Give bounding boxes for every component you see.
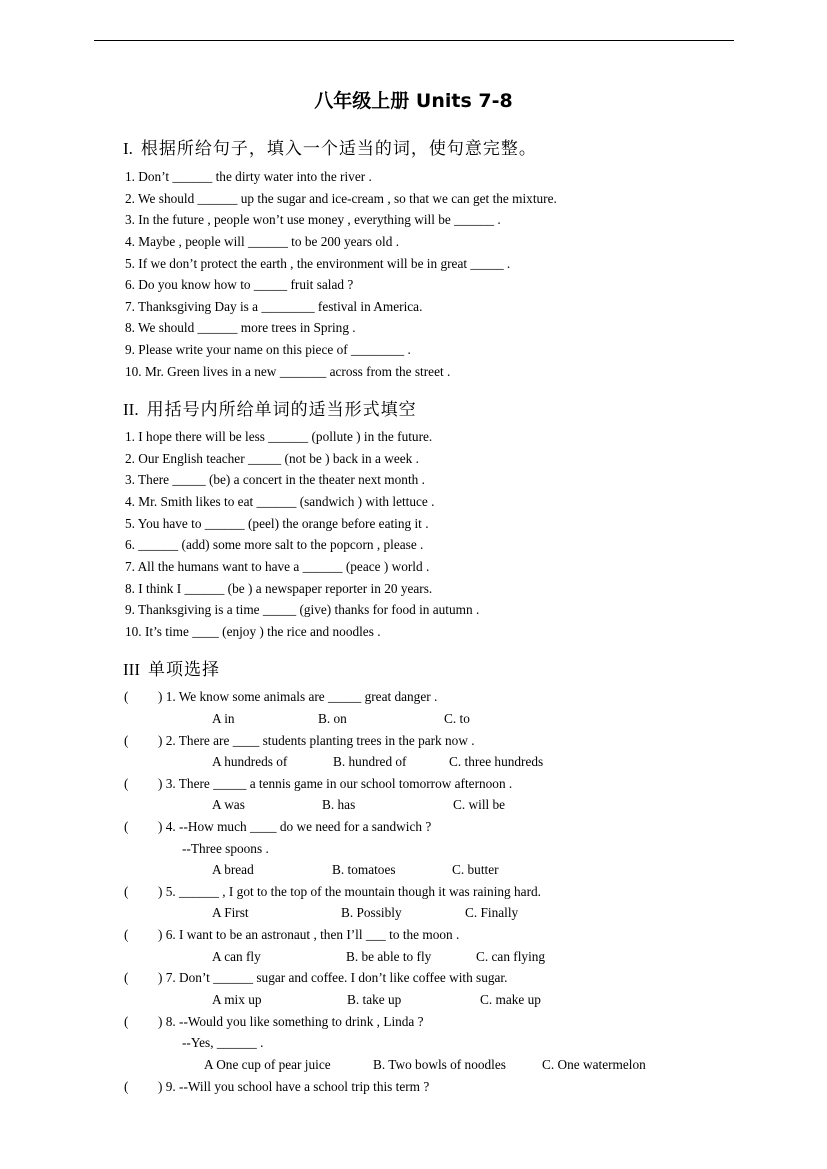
q4-option-c: C. butter <box>452 862 499 877</box>
q7-option-c: C. make up <box>480 992 541 1007</box>
section-3-number: III <box>123 660 140 679</box>
mc-question-5: ) 5. ______ , I got to the top of the mountain though it was raining hard. <box>158 884 541 899</box>
answer-blank-9: ( <box>124 1079 129 1094</box>
q6-option-c: C. can flying <box>476 949 546 964</box>
s1-item-1: 1. Don’t ______ the dirty water into the river . <box>125 169 372 184</box>
s1-item-4: 4. Maybe , people will ______ to be 200 years old . <box>125 234 400 249</box>
q4-option-b: B. tomatoes <box>332 862 396 877</box>
q6-option-a: A can fly <box>212 949 261 964</box>
s1-item-5: 5. If we don’t protect the earth , the environment will be in great _____ . <box>125 256 511 271</box>
q5-option-b: B. Possibly <box>341 905 402 920</box>
q2-option-c: C. three hundreds <box>449 754 544 769</box>
header-rule <box>94 40 734 41</box>
s2-item-10: 10. It’s time ____ (enjoy ) the rice and noodles . <box>125 624 381 639</box>
mc-question-4: ) 4. --How much ____ do we need for a sandwich ? <box>158 819 432 834</box>
section-2-number: II. <box>123 400 139 419</box>
q1-option-c: C. to <box>444 711 470 726</box>
q4-response: --Three spoons . <box>182 841 269 856</box>
mc-question-9: ) 9. --Will you school have a school trip this term ? <box>158 1079 430 1094</box>
s1-item-9: 9. Please write your name on this piece of ________ . <box>125 342 411 357</box>
section-1-heading <box>123 134 537 159</box>
section-2-heading <box>123 395 417 420</box>
section-1-title: 根据所给句子，填入一个适当的词，使句意完整。 <box>140 139 537 159</box>
s1-item-6: 6. Do you know how to _____ fruit salad ? <box>125 277 354 292</box>
q3-option-c: C. will be <box>453 797 506 812</box>
q1-option-a: A in <box>212 711 235 726</box>
answer-blank-7: ( <box>124 970 129 985</box>
mc-question-1: ) 1. We know some animals are _____ great danger . <box>158 689 438 704</box>
q7-option-a: A mix up <box>212 992 262 1007</box>
s2-item-4: 4. Mr. Smith likes to eat ______ (sandwich ) with lettuce . <box>125 494 435 509</box>
s1-item-2: 2. We should ______ up the sugar and ice-cream , so that we can get the mixture. <box>125 191 557 206</box>
answer-blank-8: ( <box>124 1014 129 1029</box>
s2-item-3: 3. There _____ (be) a concert in the theater next month . <box>125 472 425 487</box>
answer-blank-5: ( <box>124 884 129 899</box>
s2-item-1: 1. I hope there will be less ______ (pollute ) in the future. <box>125 429 433 444</box>
answer-blank-1: ( <box>124 689 129 704</box>
q7-option-b: B. take up <box>347 992 402 1007</box>
s2-item-8: 8. I think I ______ (be ) a newspaper reporter in 20 years. <box>125 581 433 596</box>
s1-item-8: 8. We should ______ more trees in Spring . <box>125 320 356 335</box>
answer-blank-2: ( <box>124 733 129 748</box>
mc-question-7: ) 7. Don’t ______ sugar and coffee. I don’t like coffee with sugar. <box>158 970 508 985</box>
s1-item-10: 10. Mr. Green lives in a new _______ across from the street . <box>125 364 451 379</box>
q2-option-a: A hundreds of <box>212 754 288 769</box>
answer-blank-3: ( <box>124 776 129 791</box>
answer-blank-6: ( <box>124 927 129 942</box>
s2-item-2: 2. Our English teacher _____ (not be ) back in a week . <box>125 451 419 466</box>
q8-option-b: B. Two bowls of noodles <box>373 1057 506 1072</box>
section-2-title: 用括号内所给单词的适当形式填空 <box>146 400 417 420</box>
page-title: 八年级上册 Units 7-8 <box>314 90 513 112</box>
answer-blank-4: ( <box>124 819 129 834</box>
q2-option-b: B. hundred of <box>333 754 407 769</box>
q6-option-b: B. be able to fly <box>346 949 432 964</box>
q8-response: --Yes, ______ . <box>182 1035 264 1050</box>
q5-option-a: A First <box>212 905 249 920</box>
q4-option-a: A bread <box>212 862 254 877</box>
q1-option-b: B. on <box>318 711 347 726</box>
section-3-title: 单项选择 <box>147 660 220 680</box>
section-3-heading <box>123 655 220 680</box>
s2-item-6: 6. ______ (add) some more salt to the popcorn , please . <box>125 537 424 552</box>
s2-item-7: 7. All the humans want to have a ______ (peace ) world . <box>125 559 430 574</box>
mc-question-3: ) 3. There _____ a tennis game in our school tomorrow afternoon . <box>158 776 513 791</box>
q8-option-c: C. One watermelon <box>542 1057 646 1072</box>
mc-question-2: ) 2. There are ____ students planting trees in the park now . <box>158 733 475 748</box>
q5-option-c: C. Finally <box>465 905 519 920</box>
q8-option-a: A One cup of pear juice <box>204 1057 331 1072</box>
section-1-number: I. <box>123 139 133 158</box>
mc-question-6: ) 6. I want to be an astronaut , then I’ll ___ to the moon . <box>158 927 460 942</box>
s2-item-9: 9. Thanksgiving is a time _____ (give) thanks for food in autumn . <box>125 602 480 617</box>
mc-question-8: ) 8. --Would you like something to drink , Linda ? <box>158 1014 424 1029</box>
q3-option-b: B. has <box>322 797 356 812</box>
s1-item-3: 3. In the future , people won’t use money , everything will be ______ . <box>125 212 501 227</box>
s1-item-7: 7. Thanksgiving Day is a ________ festival in America. <box>125 299 423 314</box>
s2-item-5: 5. You have to ______ (peel) the orange before eating it . <box>125 516 429 531</box>
q3-option-a: A was <box>212 797 245 812</box>
